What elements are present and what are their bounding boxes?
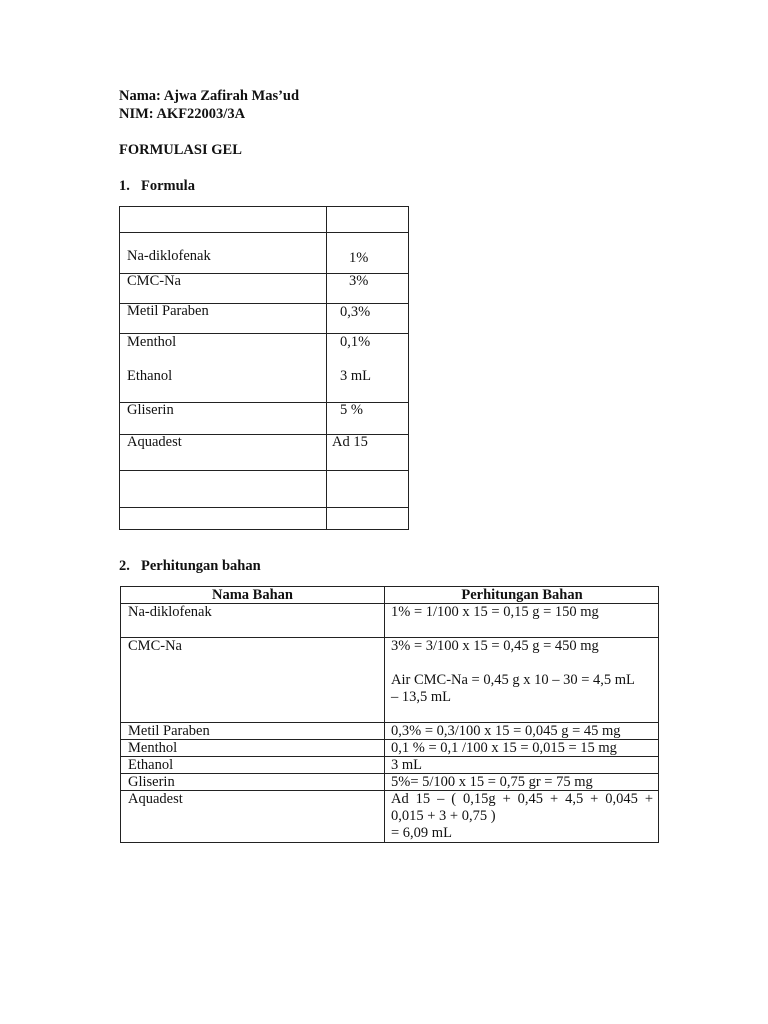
formula-amount: 3%: [349, 273, 369, 289]
document-title: FORMULASI GEL: [119, 142, 242, 158]
material-calculation: Ad 15 – ( 0,15g + 0,45 + 4,5 + 0,045 +: [391, 791, 653, 807]
material-name: Gliserin: [128, 774, 175, 790]
formula-amount: 1%: [349, 250, 369, 266]
material-name: Aquadest: [128, 791, 183, 807]
formula-amount: 0,1%: [340, 334, 371, 350]
material-calculation: Air CMC-Na = 0,45 g x 10 – 30 = 4,5 mL: [391, 672, 635, 688]
row-divider: [120, 507, 408, 508]
row-divider: [120, 232, 408, 233]
material-calculation: – 13,5 mL: [391, 689, 452, 705]
material-name: Ethanol: [128, 757, 174, 773]
formula-ingredient: Na-diklofenak: [127, 248, 211, 264]
section-2-number: 2.: [119, 558, 130, 574]
formula-ingredient: Metil Paraben: [127, 303, 209, 319]
calculation-table: [120, 586, 659, 843]
material-calculation: 0,3% = 0,3/100 x 15 = 0,045 g = 45 mg: [391, 723, 621, 739]
formula-ingredient: Aquadest: [127, 434, 182, 450]
row-divider: [120, 470, 408, 471]
section-1-number: 1.: [119, 178, 130, 194]
formula-ingredient: Gliserin: [127, 402, 174, 418]
student-name: Nama: Ajwa Zafirah Mas’ud: [119, 88, 300, 104]
material-calculation: = 6,09 mL: [391, 825, 452, 841]
column-divider: [384, 587, 385, 842]
formula-amount: 5 %: [340, 402, 363, 418]
column-header-nama-bahan: Nama Bahan: [212, 587, 293, 603]
material-calculation: 3 mL: [391, 757, 423, 773]
section-1-heading: [119, 178, 195, 195]
material-calculation: 0,015 + 3 + 0,75 ): [391, 808, 496, 824]
formula-amount: Ad 15: [332, 434, 368, 450]
material-calculation: 3% = 3/100 x 15 = 0,45 g = 450 mg: [391, 638, 599, 654]
formula-ingredient: Ethanol: [127, 368, 173, 384]
section-2-title: Perhitungan bahan: [141, 558, 261, 574]
student-nim: NIM: AKF22003/3A: [119, 106, 246, 122]
formula-amount: 3 mL: [340, 368, 372, 384]
material-calculation: 1% = 1/100 x 15 = 0,15 g = 150 mg: [391, 604, 599, 620]
formula-ingredient: Menthol: [127, 334, 177, 350]
formula-ingredient: CMC-Na: [127, 273, 181, 289]
material-calculation: 5%= 5/100 x 15 = 0,75 gr = 75 mg: [391, 774, 593, 790]
section-1-title: Formula: [141, 178, 195, 194]
column-divider: [326, 207, 327, 529]
material-name: Menthol: [128, 740, 178, 756]
column-header-perhitungan-bahan: Perhitungan Bahan: [461, 587, 583, 603]
material-name: Na-diklofenak: [128, 604, 212, 620]
material-name: CMC-Na: [128, 638, 182, 654]
material-name: Metil Paraben: [128, 723, 210, 739]
section-2-heading: [119, 558, 261, 575]
formula-table: [119, 206, 409, 530]
formula-amount: 0,3%: [340, 304, 371, 320]
material-calculation: 0,1 % = 0,1 /100 x 15 = 0,015 = 15 mg: [391, 740, 617, 756]
